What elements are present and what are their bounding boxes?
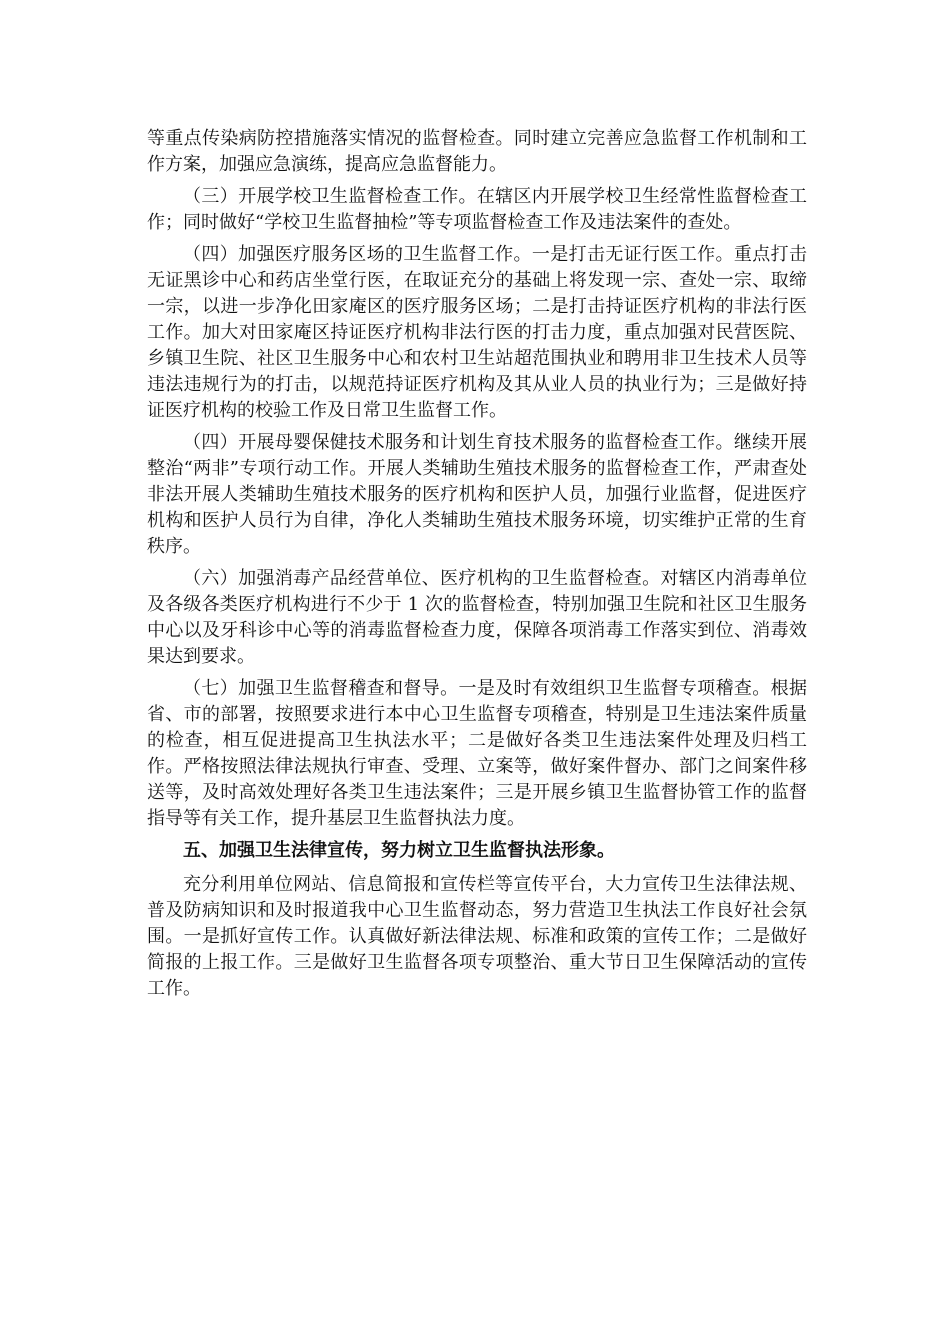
document-body — [147, 126, 807, 1008]
paragraph-medical-services: （四）加强医疗服务区场的卫生监督工作。一是打击无证行医工作。重点打击无证黑诊中心和药店坐堂行医，在取证充分的基础上将发现一宗、查处一宗、取缔一宗，以进一步净化田家庵区的医疗服务区场；二是打击持证医疗机构的非法行医工作。加大对田家庵区持证医疗机构非法行医的打击力度，重点加强对民营医院、乡镇卫生院、社区卫生服务中心和农村卫生站超范围执业和聘用非卫生技术人员等违法违规行为的打击，以规范持证医疗机构及其从业人员的执业行为；三是做好持证医疗机构的校验工作及日常卫生监督工作。 — [147, 244, 807, 421]
paragraph-maternal-child-health: （四）开展母婴保健技术服务和计划生育技术服务的监督检查工作。继续开展整治“两非”专项行动工作。开展人类辅助生殖技术服务的监督检查工作，严肃查处非法开展人类辅助生殖技术服务的医疗机构和医护人员，加强行业监督，促进医疗机构和医护人员行为自律，净化人类辅助生殖技术服务环境，切实维护正常的生育秩序。 — [147, 432, 807, 557]
section-heading: 五、加强卫生法律宣传，努力树立卫生监督执法形象。 — [183, 840, 615, 861]
paragraph-disinfection-products: （六）加强消毒产品经营单位、医疗机构的卫生监督检查。对辖区内消毒单位及各级各类医疗机构进行不少于 1 次的监督检查，特别加强卫生院和社区卫生服务中心以及牙科诊中心等的消毒监督检查力度，保障各项消毒工作落实到位、消毒效果达到要求。 — [147, 568, 807, 667]
paragraph-epidemic-supervision: 等重点传染病防控措施落实情况的监督检查。同时建立完善应急监督工作机制和工作方案，加强应急演练，提高应急监督能力。 — [147, 128, 807, 175]
paragraph-publicity: 充分利用单位网站、信息简报和宣传栏等宣传平台，大力宣传卫生法律法规、普及防病知识和及时报道我中心卫生监督动态，努力营造卫生执法工作良好社会氛围。一是抓好宣传工作。认真做好新法律法规、标准和政策的宣传工作；二是做好简报的上报工作。三是做好卫生监督各项专项整治、重大节日卫生保障活动的宣传工作。 — [147, 874, 807, 999]
paragraph-school-hygiene: （三）开展学校卫生监督检查工作。在辖区内开展学校卫生经常性监督检查工作；同时做好“学校卫生监督抽检”等专项监督检查工作及违法案件的查处。 — [147, 186, 807, 233]
paragraph-inspection-supervision: （七）加强卫生监督稽查和督导。一是及时有效组织卫生监督专项稽查。根据省、市的部署，按照要求进行本中心卫生监督专项稽查，特别是卫生违法案件质量的检查，相互促进提高卫生执法水平；二是做好各类卫生违法案件处理及归档工作。严格按照法律法规执行审查、受理、立案等，做好案件督办、部门之间案件移送等，及时高效处理好各类卫生违法案件；三是开展乡镇卫生监督协管工作的监督指导等有关工作，提升基层卫生监督执法力度。 — [147, 678, 807, 829]
